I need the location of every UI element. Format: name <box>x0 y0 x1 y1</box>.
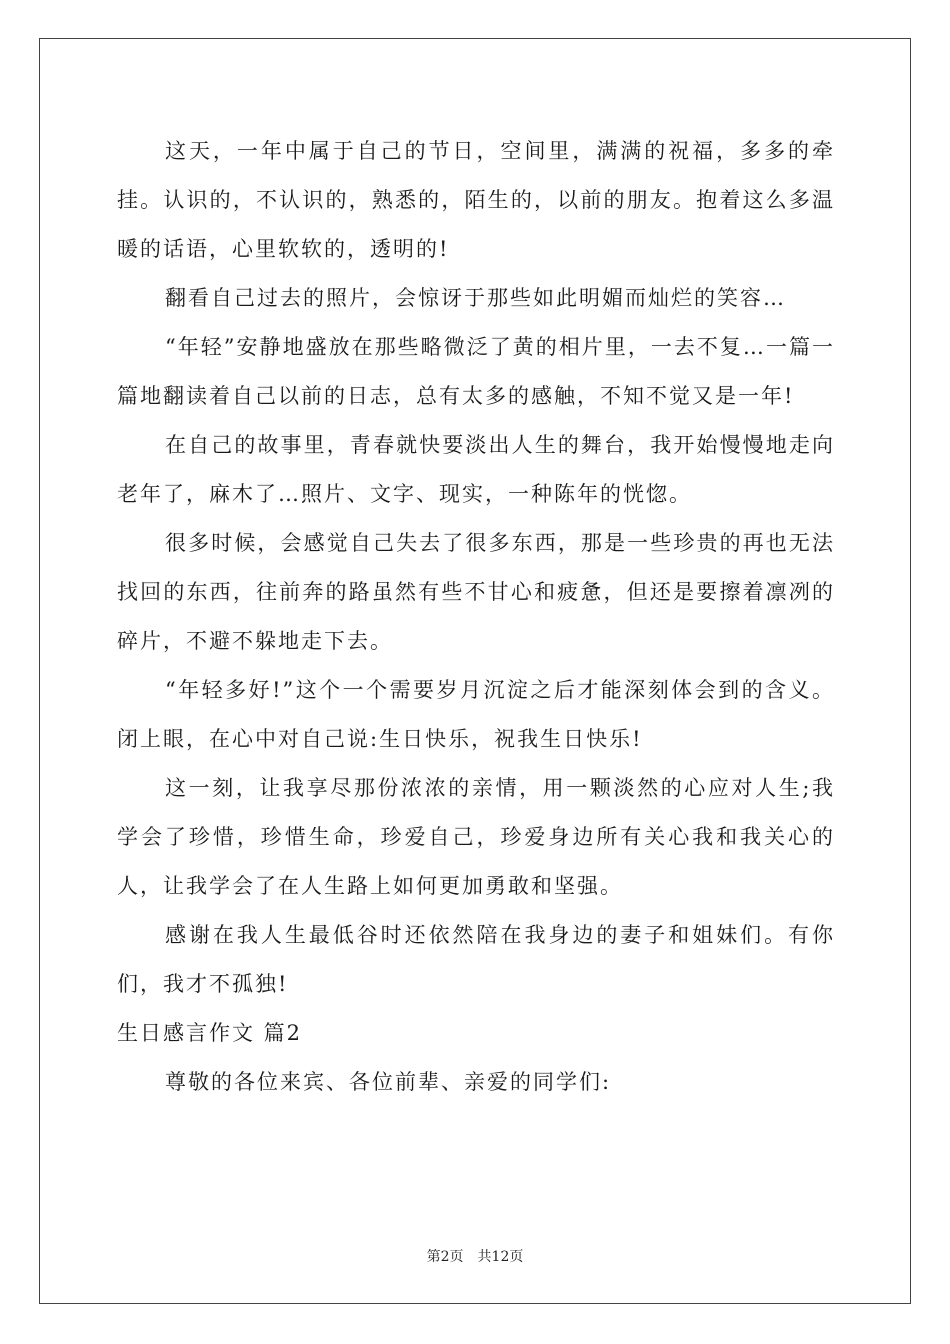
paragraph-4: 在自己的故事里，青春就快要淡出人生的舞台，我开始慢慢地走向老年了，麻木了…照片、文字、现实，一种陈年的恍惚。 <box>117 433 835 506</box>
paragraph-2: 翻看自己过去的照片，会惊讶于那些如此明媚而灿烂的笑容… <box>165 286 786 310</box>
paragraph-5: 很多时候，会感觉自己失去了很多东西，那是一些珍贵的再也无法找回的东西，往前奔的路虽然有些不甘心和疲惫，但还是要擦着凛冽的碎片，不避不躲地走下去。 <box>117 531 835 653</box>
page-number: 第2页 <box>426 1249 464 1265</box>
paragraph-8: 感谢在我人生最低谷时还依然陪在我身边的妻子和姐妹们。有你们，我才不孤独! <box>117 923 835 996</box>
paragraph-7: 这一刻，让我享尽那份浓浓的亲情，用一颗淡然的心应对人生;我学会了珍惜，珍惜生命，珍爱自己，珍爱身边所有关心我和我关心的人，让我学会了在人生路上如何更加勇敢和坚强。 <box>117 776 835 898</box>
closing-paragraph: 尊敬的各位来宾、各位前辈、亲爱的同学们: <box>165 1070 612 1094</box>
document-body <box>117 127 835 1107</box>
section-heading: 生日感言作文 篇2 <box>117 1021 303 1045</box>
paragraph-3: “年轻”安静地盛放在那些略微泛了黄的相片里，一去不复…一篇一篇地翻读着自己以前的日志，总有太多的感触，不知不觉又是一年! <box>117 335 835 408</box>
paragraph-1: 这天，一年中属于自己的节日，空间里，满满的祝福，多多的牵挂。认识的，不认识的，熟悉的，陌生的，以前的朋友。抱着这么多温暖的话语，心里软软的，透明的! <box>117 139 835 261</box>
page-footer <box>0 1246 950 1266</box>
paragraph-6: “年轻多好!”这个一个需要岁月沉淀之后才能深刻体会到的含义。闭上眼，在心中对自己说:生日快乐，祝我生日快乐! <box>117 678 835 751</box>
page-total: 共12页 <box>477 1249 524 1265</box>
